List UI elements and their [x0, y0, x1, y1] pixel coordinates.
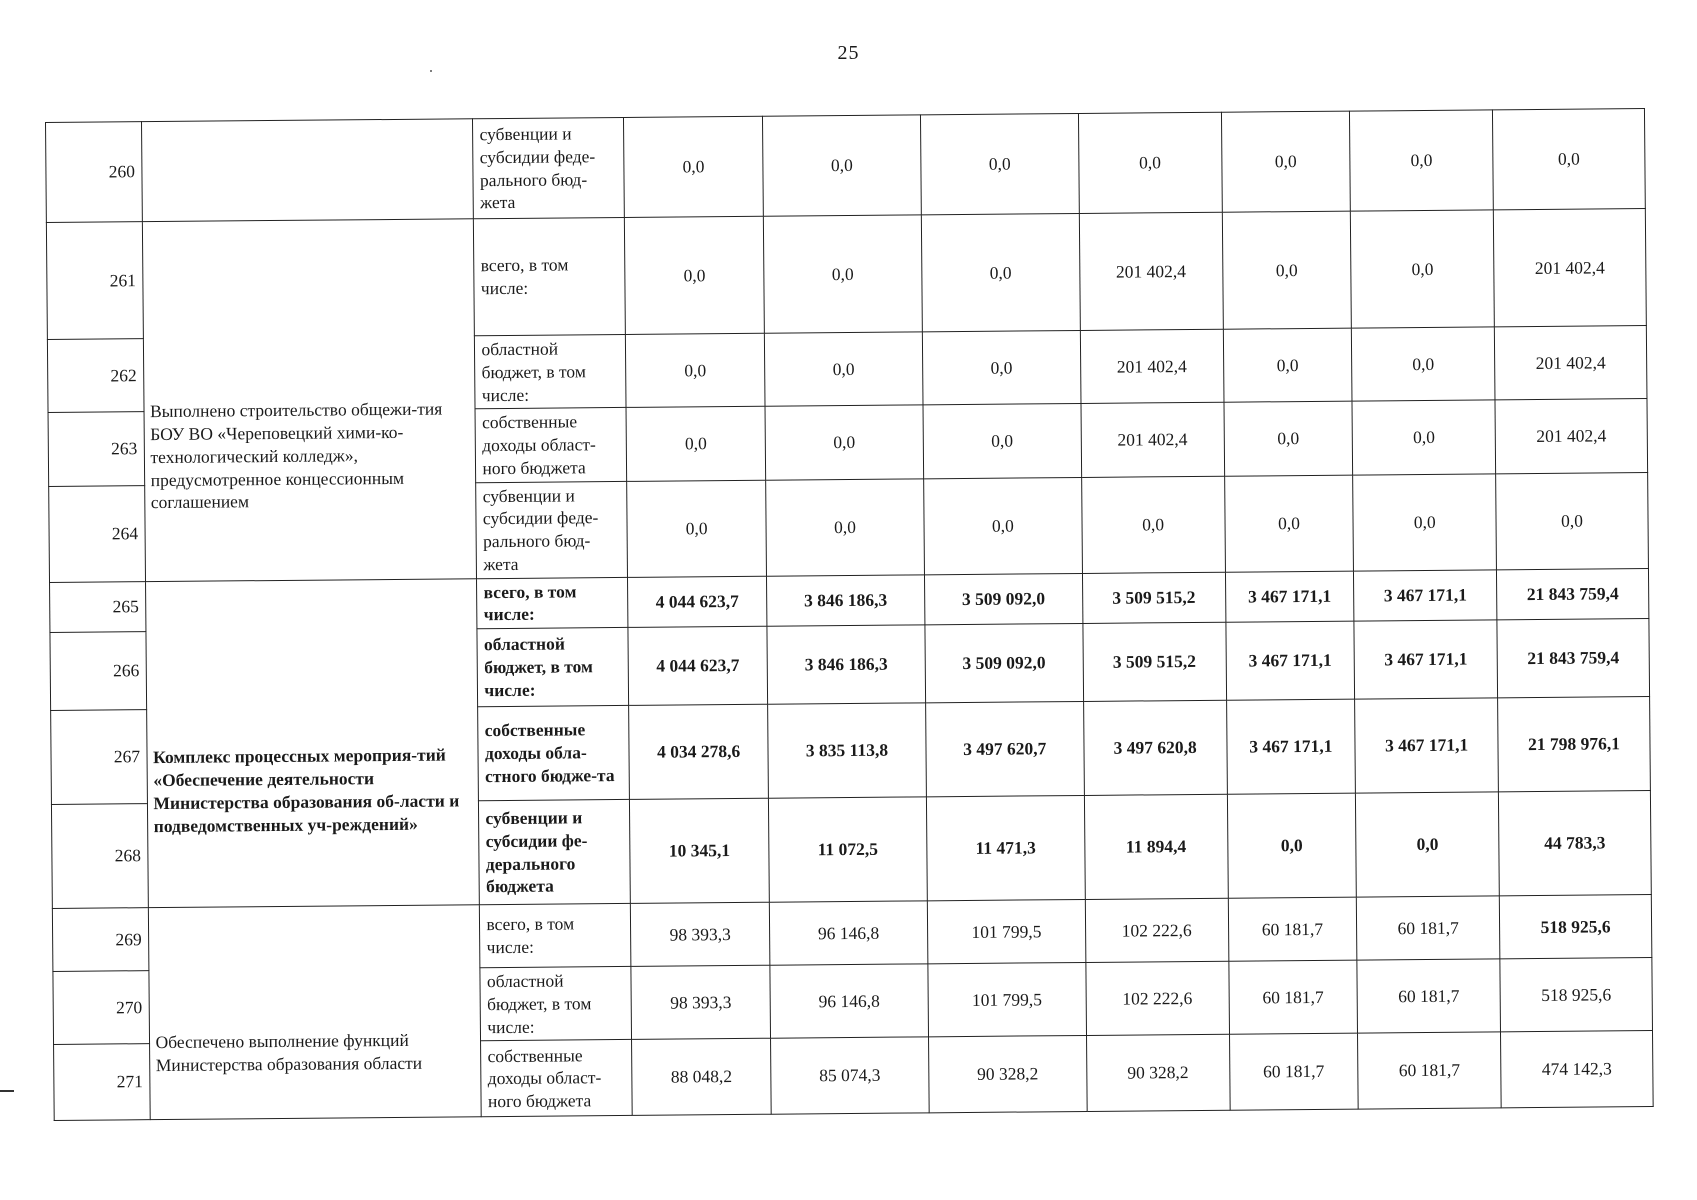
- value-cell: 518 925,6: [1500, 958, 1653, 1033]
- value-cell: 3 467 171,1: [1355, 698, 1499, 793]
- measure-description: [142, 219, 477, 581]
- value-cell: 3 846 186,3: [766, 574, 924, 626]
- value-cell: 90 328,2: [928, 1036, 1087, 1113]
- value-cell: 0,0: [766, 478, 925, 575]
- value-cell: 60 181,7: [1228, 960, 1357, 1034]
- value-cell: 60 181,7: [1357, 959, 1500, 1033]
- value-cell: 0,0: [1224, 475, 1354, 572]
- value-cell: 0,0: [922, 330, 1081, 405]
- measure-description-text: Выполнено строительство общежи-тия БОУ ВО «Череповецкий хими-ко-технологический колледж», предусмотренное концессионным соглашением: [149, 398, 443, 513]
- funding-source: собственные доходы обла-стного бюдже-та: [478, 705, 630, 800]
- value-cell: 0,0: [1078, 112, 1222, 213]
- value-cell: 3 509 092,0: [925, 623, 1084, 702]
- value-cell: 3 467 171,1: [1354, 620, 1497, 699]
- measure-description-text: Комплекс процессных мероприя-тий «Обеспечение деятельности Министерства образования об-ласти и подведомственных уч-реждений»: [152, 744, 460, 836]
- value-cell: 60 181,7: [1358, 1032, 1501, 1109]
- value-cell: 3 846 186,3: [767, 625, 926, 704]
- funding-source: субвенции и субсидии фе-дерального бюджета: [479, 799, 631, 904]
- row-number: 267: [51, 710, 147, 805]
- budget-table: [45, 108, 1654, 1121]
- value-cell: 98 393,3: [631, 965, 770, 1039]
- value-cell: 0,0: [627, 480, 767, 577]
- value-cell: 0,0: [1224, 401, 1353, 475]
- value-cell: 3 467 171,1: [1225, 571, 1354, 623]
- value-cell: 96 146,8: [769, 901, 927, 965]
- value-cell: 3 467 171,1: [1225, 621, 1354, 700]
- value-cell: 201 402,4: [1493, 209, 1646, 327]
- row-number: 268: [51, 804, 147, 909]
- value-cell: 96 146,8: [770, 964, 929, 1039]
- measure-description-text: Обеспечено выполнение функций Министерства образования области: [155, 1029, 423, 1075]
- value-cell: 0,0: [625, 216, 765, 334]
- value-cell: 0,0: [1352, 400, 1495, 474]
- value-cell: 0,0: [1351, 210, 1495, 328]
- page-number: 25: [837, 42, 860, 64]
- value-cell: 60 181,7: [1228, 897, 1357, 961]
- scan-speck: [430, 70, 432, 72]
- value-cell: 0,0: [1223, 328, 1352, 402]
- value-cell: 60 181,7: [1357, 896, 1500, 960]
- value-cell: 21 843 759,4: [1497, 568, 1649, 620]
- value-cell: 0,0: [923, 404, 1082, 479]
- value-cell: 11 471,3: [926, 795, 1085, 900]
- row-number: 269: [52, 908, 148, 972]
- row-number: 264: [49, 485, 145, 582]
- value-cell: 4 044 623,7: [628, 576, 767, 628]
- value-cell: 0,0: [762, 115, 921, 216]
- value-cell: 0,0: [764, 332, 923, 407]
- value-cell: 0,0: [924, 477, 1083, 574]
- value-cell: 90 328,2: [1086, 1034, 1229, 1111]
- value-cell: 0,0: [763, 215, 922, 333]
- funding-source: всего, в том числе:: [474, 217, 626, 335]
- funding-source: областной бюджет, в том числе:: [480, 966, 631, 1041]
- funding-source: собственные доходы област-ного бюджета: [481, 1040, 633, 1117]
- row-number: 263: [48, 412, 144, 486]
- funding-source: областной бюджет, в том числе:: [477, 627, 629, 706]
- value-cell: 0,0: [1350, 110, 1494, 211]
- value-cell: 101 799,5: [927, 899, 1085, 963]
- value-cell: 0,0: [1493, 109, 1646, 210]
- value-cell: 0,0: [1353, 473, 1497, 570]
- value-cell: 201 402,4: [1081, 402, 1224, 476]
- value-cell: 0,0: [1221, 111, 1351, 212]
- row-number: 262: [47, 339, 143, 413]
- value-cell: 0,0: [765, 405, 924, 480]
- table-row: [46, 209, 1646, 340]
- funding-source: всего, в том числе:: [480, 903, 631, 967]
- value-cell: 21 843 759,4: [1497, 619, 1650, 698]
- value-cell: 44 783,3: [1498, 791, 1651, 896]
- value-cell: 201 402,4: [1080, 329, 1223, 403]
- table-row: [46, 109, 1646, 223]
- row-number: 260: [46, 122, 142, 223]
- value-cell: 3 835 113,8: [768, 703, 927, 798]
- value-cell: 0,0: [1356, 792, 1500, 897]
- value-cell: 0,0: [626, 333, 765, 407]
- value-cell: 0,0: [921, 213, 1080, 331]
- measure-description: [148, 905, 482, 1120]
- funding-source: всего, в том числе:: [477, 577, 628, 629]
- value-cell: 3 509 515,2: [1082, 572, 1225, 624]
- funding-source: областной бюджет, в том числе:: [475, 334, 626, 409]
- value-cell: 4 034 278,6: [629, 704, 769, 799]
- value-cell: 0,0: [1496, 472, 1649, 569]
- value-cell: 3 467 171,1: [1226, 699, 1356, 794]
- value-cell: 98 393,3: [631, 902, 770, 966]
- value-cell: 0,0: [1352, 327, 1495, 401]
- value-cell: 10 345,1: [630, 798, 770, 903]
- value-cell: 101 799,5: [928, 962, 1087, 1037]
- funding-source: субвенции и субсидии феде-рального бюд-жета: [476, 481, 628, 578]
- value-cell: 3 497 620,8: [1083, 700, 1227, 795]
- value-cell: 0,0: [920, 113, 1079, 214]
- row-number: 266: [50, 632, 146, 711]
- value-cell: 0,0: [1081, 476, 1225, 573]
- value-cell: 11 894,4: [1084, 794, 1228, 899]
- value-cell: 0,0: [1222, 211, 1352, 329]
- value-cell: 201 402,4: [1495, 399, 1648, 474]
- value-cell: 4 044 623,7: [628, 626, 767, 705]
- value-cell: 60 181,7: [1229, 1033, 1358, 1110]
- funding-source: собственные доходы област-ного бюджета: [475, 408, 626, 483]
- row-number: 271: [54, 1044, 150, 1121]
- row-number: 261: [46, 222, 143, 340]
- value-cell: 474 142,3: [1501, 1031, 1654, 1108]
- measure-description: [145, 578, 480, 907]
- row-number: 270: [53, 971, 149, 1045]
- measure-description: [141, 119, 474, 222]
- margin-mark: [0, 1090, 14, 1092]
- row-number: 265: [50, 581, 146, 632]
- value-cell: 21 798 976,1: [1498, 697, 1651, 792]
- value-cell: 201 402,4: [1079, 212, 1223, 330]
- value-cell: 3 509 515,2: [1083, 622, 1226, 701]
- value-cell: 201 402,4: [1494, 326, 1647, 401]
- value-cell: 0,0: [624, 116, 764, 217]
- value-cell: 11 072,5: [768, 797, 927, 902]
- value-cell: 102 222,6: [1085, 898, 1228, 962]
- value-cell: 3 467 171,1: [1354, 569, 1497, 621]
- value-cell: 102 222,6: [1086, 961, 1229, 1035]
- value-cell: 88 048,2: [632, 1038, 771, 1115]
- value-cell: 3 509 092,0: [924, 573, 1082, 625]
- value-cell: 0,0: [1227, 793, 1357, 898]
- value-cell: 3 497 620,7: [925, 701, 1084, 796]
- value-cell: 518 925,6: [1499, 895, 1651, 959]
- funding-source: субвенции и субсидии феде-ральнoго бюд-жета: [473, 117, 625, 218]
- value-cell: 85 074,3: [771, 1037, 930, 1114]
- value-cell: 0,0: [626, 406, 765, 480]
